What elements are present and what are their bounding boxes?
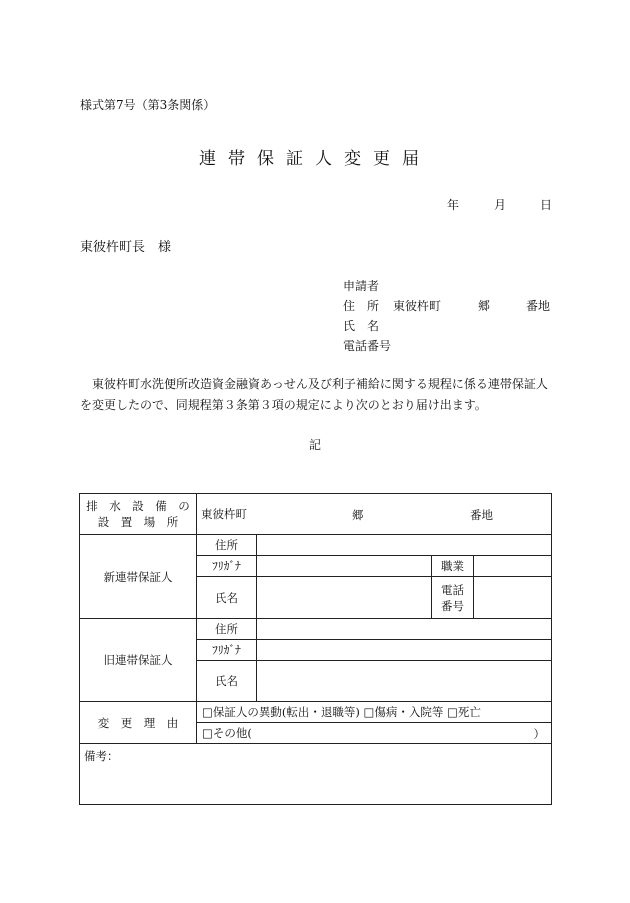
applicant-address-banchi: 番地	[526, 299, 551, 313]
reason-options[interactable]: □保証人の異動(転出・退職等) □傷病・入院等 □死亡	[197, 702, 552, 723]
new-address-field[interactable]	[257, 535, 552, 556]
new-phone-label-line2: 番号	[441, 598, 464, 613]
old-address-field[interactable]	[257, 619, 552, 640]
location-label-line2: 設 置 場 所	[97, 515, 179, 529]
reason-other-cell[interactable]	[197, 723, 552, 744]
location-banchi: 番地	[470, 508, 493, 522]
guarantor-change-table	[79, 493, 552, 805]
applicant-heading: 申請者	[343, 279, 380, 293]
new-occupation-label: 職業	[432, 556, 474, 577]
location-label-line1: 排 水 設 備 の	[86, 499, 190, 513]
applicant-name-label: 氏 名	[343, 319, 380, 333]
form-number: 様式第7号（第3条関係）	[80, 98, 216, 112]
new-guarantor-label: 新連帯保証人	[80, 535, 197, 619]
old-name-label: 氏名	[197, 661, 257, 702]
applicant-address-town: 東彼杵町	[393, 299, 442, 313]
new-phone-label	[432, 577, 474, 619]
old-name-field[interactable]	[257, 661, 552, 702]
location-label-cell	[80, 494, 197, 535]
date-day-label: 日	[540, 198, 553, 212]
new-phone-field[interactable]	[474, 577, 552, 619]
applicant-phone-label: 電話番号	[343, 339, 392, 353]
applicant-address-go: 郷	[478, 299, 491, 313]
date-year-label: 年	[447, 198, 460, 212]
location-value-cell[interactable]	[197, 494, 552, 535]
ki-heading: 記	[308, 438, 321, 452]
new-phone-label-line1: 電話	[441, 582, 464, 597]
applicant-address-label: 住 所	[343, 299, 380, 313]
location-go: 郷	[352, 508, 364, 522]
addressee: 東彼杵町長 様	[80, 240, 172, 255]
new-furigana-label: ﾌﾘｶﾞﾅ	[197, 556, 257, 577]
body-text: 東彼杵町水洗便所改造資金融資あっせん及び利子補給に関する規程に係る連帯保証人を変更したので、同規程第３条第３項の規定により次のとおり届け出ます。	[80, 377, 548, 412]
location-town: 東彼杵町	[201, 507, 247, 521]
old-furigana-field[interactable]	[257, 640, 552, 661]
new-address-label: 住所	[197, 535, 257, 556]
new-name-field[interactable]	[257, 577, 432, 619]
new-furigana-field[interactable]	[257, 556, 432, 577]
reason-other-close: ）	[533, 727, 545, 741]
page-title: 連帯保証人変更届	[199, 149, 431, 169]
reason-other-label: □その他(	[202, 726, 252, 740]
date-month-label: 月	[494, 198, 507, 212]
reason-label: 変 更 理 由	[80, 702, 197, 744]
new-name-label: 氏名	[197, 577, 257, 619]
old-address-label: 住所	[197, 619, 257, 640]
new-occupation-field[interactable]	[474, 556, 552, 577]
old-furigana-label: ﾌﾘｶﾞﾅ	[197, 640, 257, 661]
old-guarantor-label: 旧連帯保証人	[80, 619, 197, 702]
notes-label: 備考：	[84, 749, 119, 763]
notes-cell[interactable]	[80, 744, 552, 805]
